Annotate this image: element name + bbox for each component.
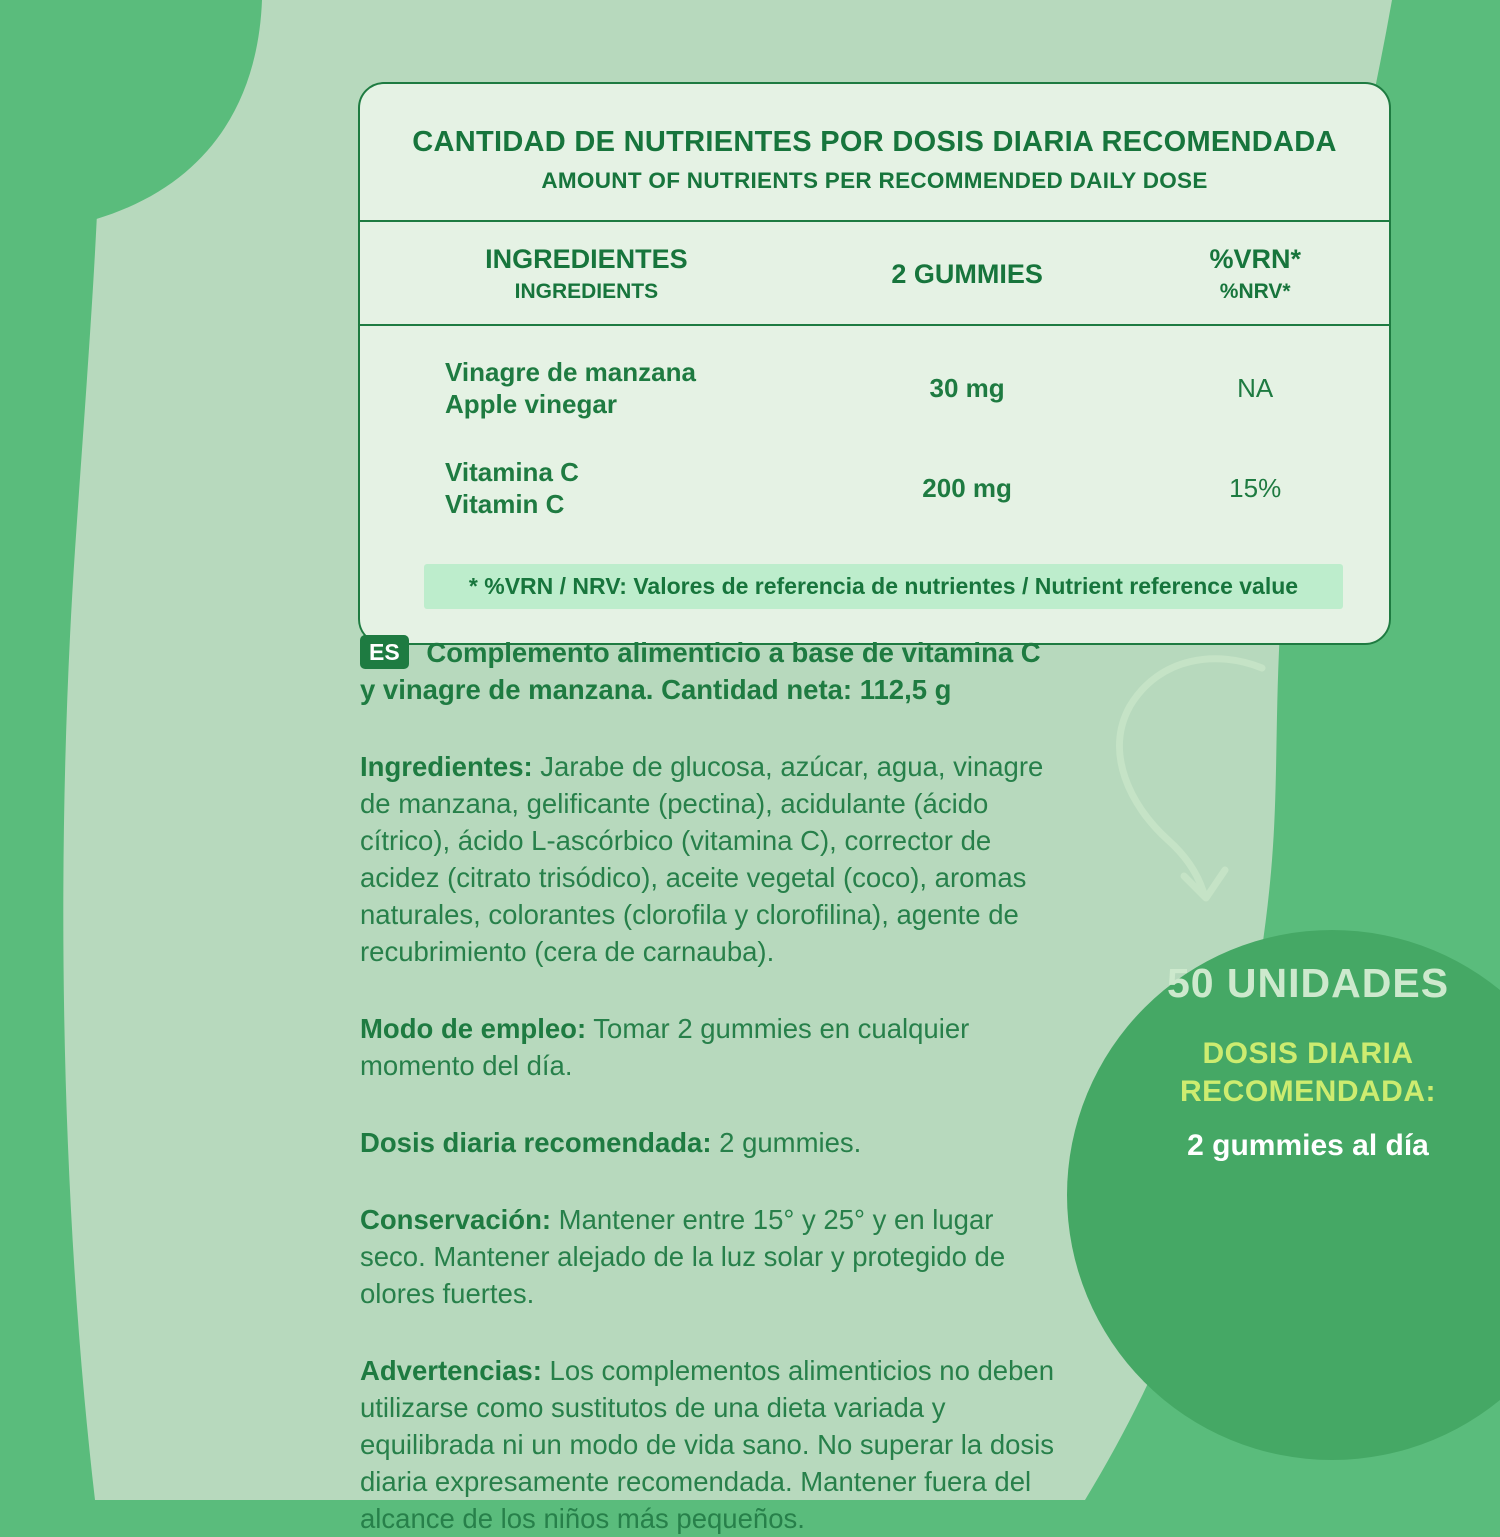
units-count: 50 UNIDADES [1166,960,1450,1006]
col-nrv-header [1121,244,1389,304]
ingredient-name-en: Apple vinegar [445,389,617,419]
paragraph-storage [360,1201,1060,1312]
paragraph-text: Mantener entre 15° y 25° y en lugar seco. Mantener alejado de la luz solar y protegido de olores fuertes. [360,1204,1006,1309]
paragraph-text: 2 gummies. [711,1127,862,1158]
paragraph-usage [360,1010,1060,1084]
ingredient-name-cell [360,456,813,520]
panel-header [360,84,1389,220]
col-amount-header: 2 GUMMIES [891,258,1043,289]
intro-paragraph [360,634,1060,708]
ingredient-amount-cell: 30 mg [929,372,1005,403]
dose-label-line1: DOSIS DIARIA [1202,1037,1414,1070]
dose-badge [1128,960,1488,1163]
dose-value: 2 gummies al día [1187,1129,1429,1162]
nrv-header-en: %NRV* [1219,280,1291,303]
paragraph-text: Tomar 2 gummies en cualquier momento del día. [360,1013,970,1081]
nrv-footnote: * %VRN / NRV: Valores de referencia de nutrientes / Nutrient reference value [424,564,1343,609]
paragraph-label: Modo de empleo: [360,1013,587,1044]
nrv-header-es: %VRN* [1209,244,1301,274]
paragraph-ingredients [360,748,1060,970]
ingredients-header-en: INGREDIENTS [514,280,659,303]
ingredient-name-es: Vitamina C [445,457,579,487]
ingredient-nrv-cell: 15% [1229,472,1282,503]
ingredients-header-es: INGREDIENTES [485,244,688,274]
table-row [360,356,1389,420]
paragraph-daily-dose [360,1124,1060,1161]
nutrition-panel [358,82,1391,645]
paragraph-text: Jarabe de glucosa, azúcar, agua, vinagre de manzana, gelificante (pectina), acidulante (ácido cítrico), ácido L-ascórbico (vitamina C), corrector de acidez (citrato trisódico), aceite vegetal (coco), aromas naturales, colorantes (clorofila y clorofilina), agente de recubrimiento (cera de carnauba). [360,751,1044,967]
panel-subtitle: AMOUNT OF NUTRIENTS PER RECOMMENDED DAILY DOSE [541,168,1208,193]
ingredient-amount-cell: 200 mg [922,472,1012,503]
ingredient-nrv-cell: NA [1237,372,1274,403]
table-row [360,456,1389,520]
col-ingredients-header [360,244,813,304]
dose-label [1128,1035,1488,1111]
paragraph-label: Ingredientes: [360,751,533,782]
ingredient-name-cell [360,356,813,420]
paragraph-label: Dosis diaria recomendada: [360,1127,712,1158]
description-section [360,634,1060,1537]
paragraph-label: Advertencias: [360,1355,542,1386]
ingredient-name-en: Vitamin C [445,489,565,519]
dose-label-line2: RECOMENDADA: [1180,1075,1436,1108]
table-header-row [360,222,1389,324]
language-badge: ES [360,635,409,669]
table-body [360,326,1389,560]
paragraph-label: Conservación: [360,1204,552,1235]
ingredient-name-es: Vinagre de manzana [445,357,696,387]
paragraph-warnings [360,1352,1060,1537]
paragraph-text: Los complementos alimenticios no deben utilizarse como sustitutos de una dieta variada y equilibrada ni un modo de vida sano. No superar la dosis diaria expresamente recomendada. Mantener fuera del alcance de los niños más pequeños. [360,1355,1055,1534]
panel-title: CANTIDAD DE NUTRIENTES POR DOSIS DIARIA RECOMENDADA [412,126,1337,158]
intro-text: Complemento alimenticio a base de vitamina C y vinagre de manzana. Cantidad neta: 112,5 g [360,637,1041,705]
